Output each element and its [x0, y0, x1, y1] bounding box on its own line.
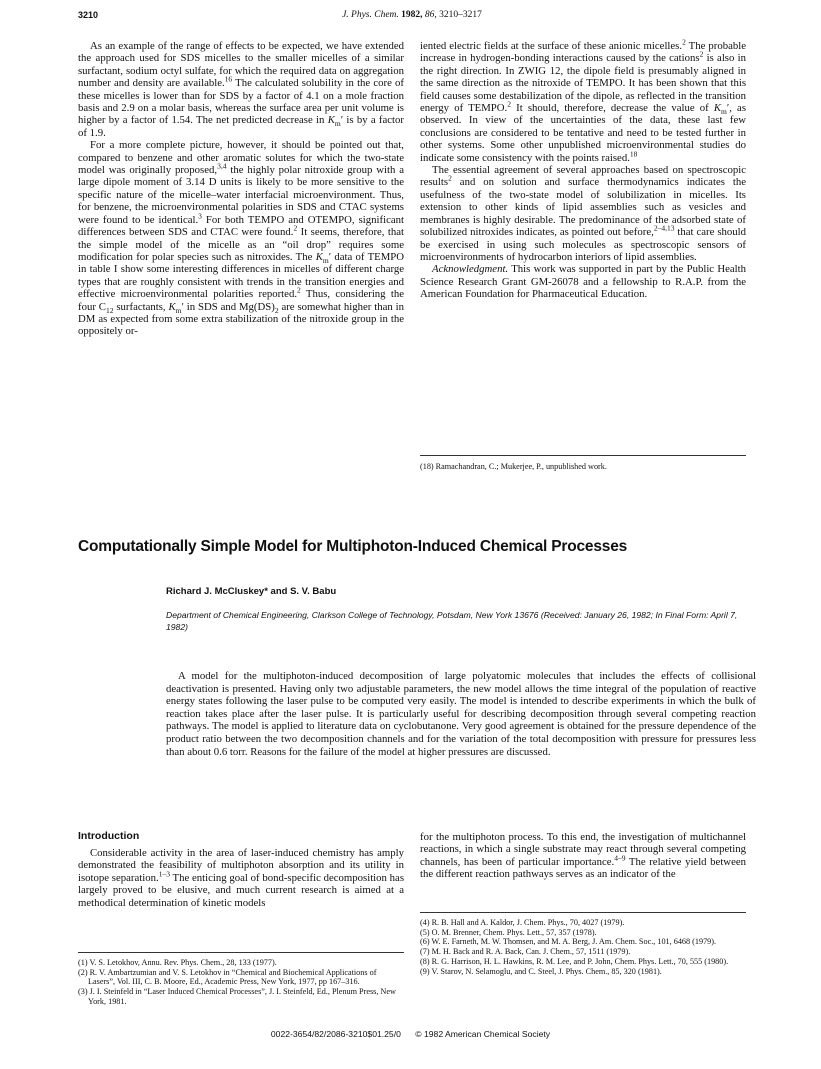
footnotes-left — [78, 958, 404, 1007]
article-title: Computationally Simple Model for Multiphoton-Induced Chemical Processes — [78, 538, 628, 555]
section-heading: Introduction — [78, 830, 140, 842]
footnote-divider — [420, 912, 746, 913]
journal-year: 1982, — [401, 10, 423, 20]
paragraph: iented electric fields at the surface of these anionic micelles.$^2$ The probable increase in hydrogen-bonding interactions caused by the cations$^2$ is also in the right direction. In ZWIG 12, the dipole field is presumably aligned in the same direction as the nitroxide of TEMPO. It has been shown that this field causes some destabilization of the dipole, as reflected in the transition energy of TEMPO.$^2$ It should, therefore, decrease the value of $K_m'$, as observed. In view of the uncertainties of the data, these last few conclusions are considered to be tentative and need to be tested further in other systems. Some other unpublished microenvironmental studies do indicate some consistency with the points raised.$^{18}$ — [420, 37, 747, 164]
article-authors: Richard J. McCluskey* and S. V. Babu — [166, 586, 337, 597]
top-right-column — [420, 37, 747, 446]
intro-left-column — [78, 847, 404, 947]
footnotes-right — [420, 918, 746, 976]
paragraph: The essential agreement of several approaches based on spectroscopic results$^2$ and on solution and surface thermodynamics indicates the usefulness of the two-state model of solubilization in micelles. Its extension to other kinds of lipid assemblies such as vesicles and membranes is highly desirable. The predominance of the adsorbed state of solubilized nitroxides indicates, as pointed out before,$^{2-4,13}$ that care should be exercised in using such molecules as spectroscopic sensors of microenvironments of hydrocarbon interiors of lipid assemblies. — [420, 164, 747, 263]
paragraph: for the multiphoton process. To this end, the investigation of multichannel reactions, in which a single substrate may react through several competing channels, has been of particular importance.$^{4-9}$ The relative yield between the different reaction pathways serves as an indicator of the — [420, 831, 746, 881]
copyright-notice: © 1982 American Chemical Society — [415, 1029, 551, 1039]
footnote: (5) O. M. Brenner, Chem. Phys. Lett., 57, 357 (1978). — [420, 927, 597, 937]
paragraph: For a more complete picture, however, it should be pointed out that, compared to benzene and other aromatic solutes for which the two-state model was originally proposed,$^{3,4}$ the highly polar nitroxide group with a large dipole moment of 3.14 D units is likely to be more sensitive to the specific nature of the micelle–water interfacial microenvironment. Thus, for benzene, the microenvironmental polarities in SDS and CTAC systems were found to be identical.$^3$ For both TEMPO and OTEMPO, significant differences between SDS and CTAC were found.$^2$ It seems, therefore, that the simple model of the micelle as an “oil drop” requires some modification for polar species such as nitroxides. The $K_m'$ data of TEMPO in table I show some interesting differences in micelles of different charge types that are roughly consistent with trends in the transition energies and effective microenvironmental polarities reported.$^2$ Thus, considering the four $C_{12}$ surfactants, $K_m'$ in SDS and $Mg(DS)_2$ are somewhat higher than in DM as expected from some extra stabilization of the nitroxide group in the oppositely or- — [78, 139, 405, 338]
running-header — [78, 10, 746, 24]
footnote: (6) W. E. Farneth, M. W. Thomsen, and M. A. Berg, J. Am. Chem. Soc., 101, 6468 (1979). — [420, 937, 717, 947]
article-affiliation: Department of Chemical Engineering, Clarkson College of Technology, Potsdam, New York 13676 (Received: January 26, 1982; In Final Form: April 7, 1982) — [166, 610, 738, 632]
page-number: 3210 — [78, 10, 99, 20]
page-footer — [0, 1029, 821, 1039]
footnote: (2) R. V. Ambartzumian and V. S. Letokhov in “Chemical and Biochemical Applications of Lasers”, Vol. III, C. B. Moore, Ed., Academic Press, New York, 1977, pp 167–316. — [78, 967, 377, 987]
issn-code: 0022-3654/82/2086-3210$01.25/0 — [270, 1029, 401, 1039]
footnote: (9) V. Starov, N. Selamoglu, and C. Steel, J. Phys. Chem., 85, 320 (1981). — [420, 966, 662, 976]
footnote-divider — [420, 455, 746, 456]
journal-reference — [78, 10, 746, 20]
journal-volume: 86, — [424, 10, 437, 20]
footnote: (4) R. B. Hall and A. Kaldor, J. Chem. Phys., 70, 4027 (1979). — [420, 918, 625, 927]
footnote: (8) R. G. Harrison, H. L. Hawkins, R. M. Lee, and P. John, Chem. Phys. Lett., 70, 555 (1980). — [420, 956, 729, 966]
footnote: (1) V. S. Letokhov, Annu. Rev. Phys. Chem., 28, 133 (1977). — [78, 958, 277, 967]
footnote-divider — [78, 952, 404, 953]
journal-name: J. Phys. Chem. — [342, 10, 399, 20]
paragraph: As an example of the range of effects to be expected, we have extended the approach used for SDS micelles to the smaller micelles of a similar surfactant, sodium octyl sulfate, for which the required data on aggregation number and density are available.$^{16}$ The calculated solubility in the core of these micelles is lower than for SDS by a factor of 4.1 on a mole fraction basis and 2.9 on a molar basis, whereas the surface area per unit volume is higher by a factor of 1.54. The net predicted decrease in $K_m'$ is by a factor of 1.9. — [78, 40, 404, 139]
intro-right-column — [420, 831, 746, 901]
footnote: (18) Ramachandran, C.; Mukerjee, P., unpublished work. — [420, 462, 607, 471]
article-abstract: A model for the multiphoton-induced decomposition of large polyatomic molecules that includes the effects of collisional deactivation is presented. Having only two adjustable parameters, the new model allows the time integral of the population of reactive energy states following the laser pulse to be computed very easily. The model is intended to describe experiments in which the bulk of reaction takes place after the laser pulse. It is particularly useful for describing decomposition through several competing reaction pathways. The model is applied to literature data on cyclobutanone. Very good agreement is obtained for the pressure dependence of the product ratio between the two decomposition channels and for the variation of the total decomposition with pressure for pressures less than about 0.6 torr. Reasons for the failure of the model at higher pressures are discussed. — [166, 670, 756, 758]
footnote: (3) J. I. Steinfeld in “Laser Induced Chemical Processes”, J. I. Steinfeld, Ed., Plenum Press, New York, 1981. — [78, 987, 396, 1006]
top-left-column — [78, 40, 404, 485]
acknowledgment: Acknowledgment. This work was supported in part by the Public Health Science Research Grant GM-26078 and a fellowship to R.A.P. from the American Foundation for Pharmaceutical Education. — [420, 263, 746, 301]
paragraph: Considerable activity in the area of laser-induced chemistry has amply demonstrated the feasibility of multiphoton absorption and its utility in isotope separation.$^{1-3}$ The enticing goal of bond-specific decomposition has largely proved to be elusive, and much current research is aimed at a methodical determination of kinetic models — [78, 847, 405, 909]
journal-pages: 3210–3217 — [439, 10, 482, 20]
footnote: (7) M. H. Back and R. A. Back, Can. J. Chem., 57, 1511 (1979). — [420, 947, 631, 957]
